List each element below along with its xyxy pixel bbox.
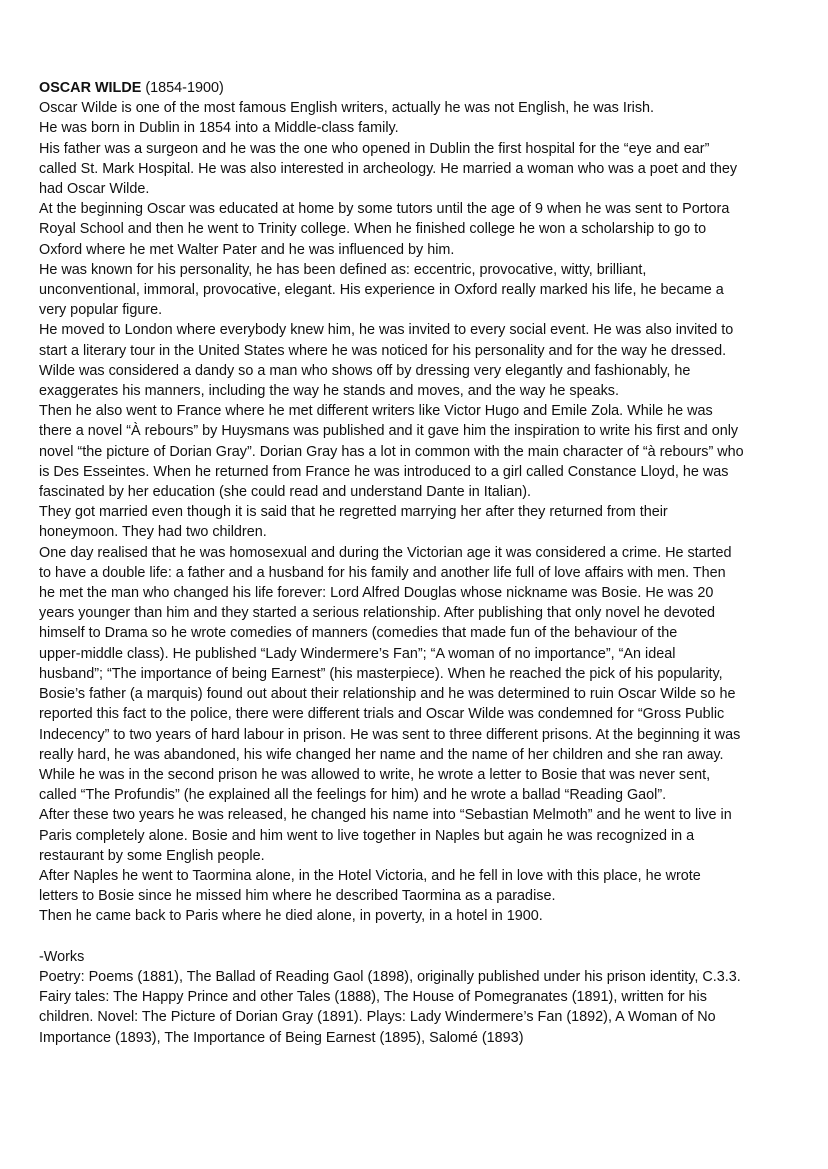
body-line: Wilde was considered a dandy so a man who shows off by dressing very elegantly and fashionably, he <box>39 362 691 379</box>
body-line: husband”; “The importance of being Earnest” (his masterpiece). When he reached the pick of his popularity, <box>39 665 723 682</box>
document-title: OSCAR WILDE <box>39 80 142 96</box>
body-line: At the beginning Oscar was educated at home by some tutors until the age of 9 when he was sent to Portora <box>39 201 730 218</box>
body-line: Then he also went to France where he met different writers like Victor Hugo and Emile Zola. While he was <box>39 403 713 420</box>
body-line: unconventional, immoral, provocative, elegant. His experience in Oxford really marked his life, he became a <box>39 282 724 299</box>
works-line: Fairy tales: The Happy Prince and other Tales (1888), The House of Pomegranates (1891), written for his <box>39 989 707 1006</box>
body-line: Oscar Wilde is one of the most famous English writers, actually he was not English, he was Irish. <box>39 100 655 117</box>
body-line: fascinated by her education (she could read and understand Dante in Italian). <box>39 484 532 501</box>
body-line: restaurant by some English people. <box>39 847 265 864</box>
document-heading <box>39 78 791 98</box>
body-line: Indecency” to two years of hard labour in prison. He was sent to three different prisons. At the beginning it was <box>39 726 741 743</box>
body-line: Paris completely alone. Bosie and him went to live together in Naples but again he was recognized in a <box>39 827 695 844</box>
body-line: there a novel “À rebours” by Huysmans was published and it gave him the inspiration to write his first and only <box>39 423 739 440</box>
body-line: to have a double life: a father and a husband for his family and another life full of love affairs with men. Then <box>39 564 726 581</box>
body-line: While he was in the second prison he was allowed to write, he wrote a letter to Bosie that was never sent, <box>39 766 711 783</box>
body-line: called St. Mark Hospital. He was also interested in archeology. He married a woman who was a poet and they <box>39 160 738 177</box>
body-line: His father was a surgeon and he was the one who opened in Dublin the first hospital for the “eye and ear” <box>39 140 710 157</box>
body-line: Then he came back to Paris where he died alone, in poverty, in a hotel in 1900. <box>39 908 543 925</box>
document-dates: (1854-1900) <box>141 80 224 96</box>
body-line: They got married even though it is said that he regretted marrying her after they returned from their <box>39 504 668 521</box>
body-line: Royal School and then he went to Trinity college. When he finished college he won a scholarship to go to <box>39 221 707 238</box>
body-line: Bosie’s father (a marquis) found out about their relationship and he was determined to ruin Oscar Wilde so he <box>39 686 736 703</box>
biography-text <box>39 98 791 926</box>
body-line: One day realised that he was homosexual and during the Victorian age it was considered a crime. He started <box>39 544 732 561</box>
body-line: is Des Esseintes. When he returned from France he was introduced to a girl called Constance Lloyd, he was <box>39 463 729 480</box>
body-line: years younger than him and they started a serious relationship. After publishing that only novel he devoted <box>39 605 715 622</box>
body-line: He moved to London where everybody knew him, he was invited to every social event. He was also invited to <box>39 322 734 339</box>
body-line: upper-middle class). He published “Lady Windermere’s Fan”; “A woman of no importance”, “An ideal <box>39 645 676 662</box>
body-line: He was known for his personality, he has been defined as: eccentric, provocative, witty, brilliant, <box>39 261 647 278</box>
works-line: Poetry: Poems (1881), The Ballad of Reading Gaol (1898), originally published under his prison identity, C.3.3. <box>39 968 741 985</box>
body-line: start a literary tour in the United States where he was noticed for his personality and for the way he dressed. <box>39 342 727 359</box>
document-page <box>39 78 791 1048</box>
body-line: called “The Profundis” (he explained all the feelings for him) and he wrote a ballad “Reading Gaol”. <box>39 787 667 804</box>
body-line: exaggerates his manners, including the way he stands and moves, and the way he speaks. <box>39 383 619 400</box>
body-line: After these two years he was released, he changed his name into “Sebastian Melmoth” and he went to live in <box>39 807 732 824</box>
paragraph-spacer <box>39 927 791 947</box>
body-line: reported this fact to the police, there were different trials and Oscar Wilde was condemned for “Gross Public <box>39 706 725 723</box>
body-line: himself to Drama so he wrote comedies of manners (comedies that made fun of the behaviour of the <box>39 625 678 642</box>
body-line: very popular figure. <box>39 302 163 319</box>
body-line: had Oscar Wilde. <box>39 181 150 198</box>
body-line: honeymoon. They had two children. <box>39 524 267 541</box>
body-line: After Naples he went to Taormina alone, in the Hotel Victoria, and he fell in love with this place, he wrote <box>39 867 701 884</box>
body-line: letters to Bosie since he missed him where he described Taormina as a paradise. <box>39 888 556 905</box>
works-heading: -Works <box>39 948 85 965</box>
works-section <box>39 947 791 1048</box>
body-line: Oxford where he met Walter Pater and he was influenced by him. <box>39 241 455 258</box>
body-line: novel “the picture of Dorian Gray”. Dorian Gray has a lot in common with the main character of “à rebours” who <box>39 443 744 460</box>
body-line: he met the man who changed his life forever: Lord Alfred Douglas whose nickname was Bosie. He was 20 <box>39 585 714 602</box>
body-line: He was born in Dublin in 1854 into a Middle-class family. <box>39 120 399 137</box>
works-line: Importance (1893), The Importance of Being Earnest (1895), Salomé (1893) <box>39 1029 524 1046</box>
works-line: children. Novel: The Picture of Dorian Gray (1891). Plays: Lady Windermere’s Fan (1892), A Woman of No <box>39 1009 716 1026</box>
body-line: really hard, he was abandoned, his wife changed her name and the name of her children and she ran away. <box>39 746 724 763</box>
